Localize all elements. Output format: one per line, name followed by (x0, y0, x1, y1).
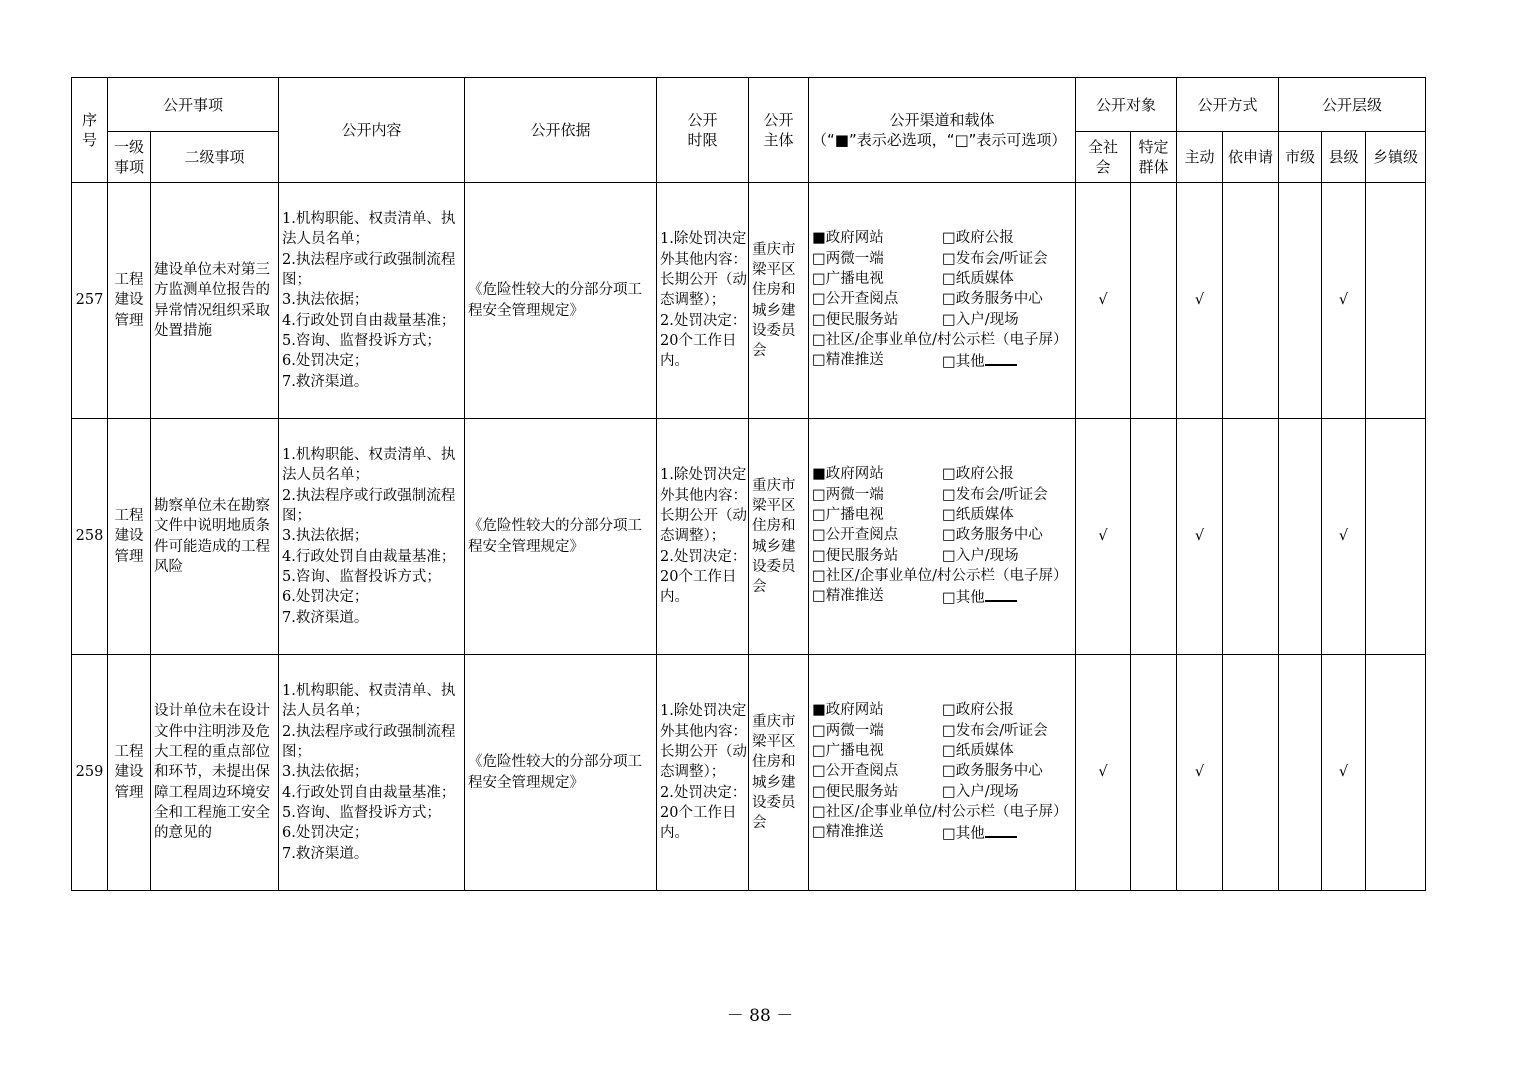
row-level1: 工程建设管理 (108, 183, 151, 419)
row-deadline: 1.除处罚决定外其他内容：长期公开（动态调整）； 2.处罚决定：20个工作日内。 (657, 655, 749, 891)
row-target-all: √ (1076, 419, 1131, 655)
row-level2: 勘察单位未在勘察文件中说明地质条件可能造成的工程风险 (151, 419, 279, 655)
header-level2: 二级事项 (151, 132, 279, 183)
row-level-town (1366, 419, 1426, 655)
header-level-county: 县级 (1322, 132, 1366, 183)
row-channels: ■政府网站 □政府公报 □两微一端 □发布会/听证会 □广播电视 □纸质媒体 □公开查阅点 □政务服务中心 □便民服务站 □入户/现场 □社区/企事业单位/村公示栏（电子屏） □精准推送 □其他 (809, 655, 1076, 891)
row-level-county: √ (1322, 655, 1366, 891)
row-content: 1.机构职能、权责清单、执法人员名单； 2.执法程序或行政强制流程图； 3.执法依据； 4.行政处罚自由裁量基准； 5.咨询、监督投诉方式； 6.处罚决定； 7.救济渠道。 (279, 655, 465, 891)
row-target-all: √ (1076, 183, 1131, 419)
row-method-active: √ (1177, 419, 1223, 655)
row-level1: 工程建设管理 (108, 419, 151, 655)
row-target-special (1131, 419, 1177, 655)
row-method-active: √ (1177, 655, 1223, 891)
row-seq: 257 (72, 183, 108, 419)
page-number: － 88 － (726, 1006, 794, 1026)
row-deadline: 1.除处罚决定外其他内容：长期公开（动态调整）； 2.处罚决定：20个工作日内。 (657, 419, 749, 655)
row-channels: ■政府网站 □政府公报 □两微一端 □发布会/听证会 □广播电视 □纸质媒体 □公开查阅点 □政务服务中心 □便民服务站 □入户/现场 □社区/企事业单位/村公示栏（电子屏） □精准推送 □其他 (809, 419, 1076, 655)
header-level: 公开层级 (1279, 78, 1426, 132)
header-target-all: 全社会 (1076, 132, 1131, 183)
table-row (72, 183, 1426, 419)
row-target-special (1131, 183, 1177, 419)
row-subject: 重庆市梁平区住房和城乡建设委员会 (749, 183, 809, 419)
header-target: 公开对象 (1076, 78, 1177, 132)
table-row (72, 419, 1426, 655)
row-target-special (1131, 655, 1177, 891)
header-content: 公开内容 (279, 78, 465, 183)
row-subject: 重庆市梁平区住房和城乡建设委员会 (749, 419, 809, 655)
row-seq: 258 (72, 419, 108, 655)
row-method-apply (1223, 419, 1279, 655)
row-level2: 设计单位未在设计文件中注明涉及危大工程的重点部位和环节，未提出保障工程周边环境安全和工程施工安全的意见的 (151, 655, 279, 891)
row-level1: 工程建设管理 (108, 655, 151, 891)
header-deadline: 公开时限 (657, 78, 749, 183)
row-basis: 《危险性较大的分部分项工程安全管理规定》 (465, 655, 657, 891)
row-level-city (1279, 183, 1322, 419)
table-row (72, 655, 1426, 891)
row-level-city (1279, 419, 1322, 655)
row-basis: 《危险性较大的分部分项工程安全管理规定》 (465, 419, 657, 655)
header-method-active: 主动 (1177, 132, 1223, 183)
row-target-all: √ (1076, 655, 1131, 891)
disclosure-table (71, 77, 1426, 891)
row-level-county: √ (1322, 183, 1366, 419)
row-level-city (1279, 655, 1322, 891)
header-level1: 一级事项 (108, 132, 151, 183)
header-channel (809, 78, 1076, 183)
row-content: 1.机构职能、权责清单、执法人员名单； 2.执法程序或行政强制流程图； 3.执法依据； 4.行政处罚自由裁量基准； 5.咨询、监督投诉方式； 6.处罚决定； 7.救济渠道。 (279, 183, 465, 419)
row-content: 1.机构职能、权责清单、执法人员名单； 2.执法程序或行政强制流程图； 3.执法依据； 4.行政处罚自由裁量基准； 5.咨询、监督投诉方式； 6.处罚决定； 7.救济渠道。 (279, 419, 465, 655)
row-method-apply (1223, 655, 1279, 891)
header-channel-note: （“■”表示必选项，“□”表示可选项） (812, 131, 1067, 149)
row-level-town (1366, 183, 1426, 419)
header-target-special: 特定群体 (1131, 132, 1177, 183)
row-level2: 建设单位未对第三方监测单位报告的异常情况组织采取处置措施 (151, 183, 279, 419)
row-deadline: 1.除处罚决定外其他内容：长期公开（动态调整）； 2.处罚决定：20个工作日内。 (657, 183, 749, 419)
header-subject: 公开主体 (749, 78, 809, 183)
row-seq: 259 (72, 655, 108, 891)
header-level-town: 乡镇级 (1366, 132, 1426, 183)
header-method: 公开方式 (1177, 78, 1279, 132)
header-method-apply: 依申请 (1223, 132, 1279, 183)
header-seq: 序号 (72, 78, 108, 183)
row-subject: 重庆市梁平区住房和城乡建设委员会 (749, 655, 809, 891)
row-level-county: √ (1322, 419, 1366, 655)
row-method-active: √ (1177, 183, 1223, 419)
row-level-town (1366, 655, 1426, 891)
header-level-city: 市级 (1279, 132, 1322, 183)
row-method-apply (1223, 183, 1279, 419)
header-basis: 公开依据 (465, 78, 657, 183)
header-item: 公开事项 (108, 78, 279, 132)
row-basis: 《危险性较大的分部分项工程安全管理规定》 (465, 183, 657, 419)
row-channels: ■政府网站 □政府公报 □两微一端 □发布会/听证会 □广播电视 □纸质媒体 □公开查阅点 □政务服务中心 □便民服务站 □入户/现场 □社区/企事业单位/村公示栏（电子屏） □精准推送 □其他 (809, 183, 1076, 419)
header-channel-title: 公开渠道和载体 (889, 111, 995, 129)
